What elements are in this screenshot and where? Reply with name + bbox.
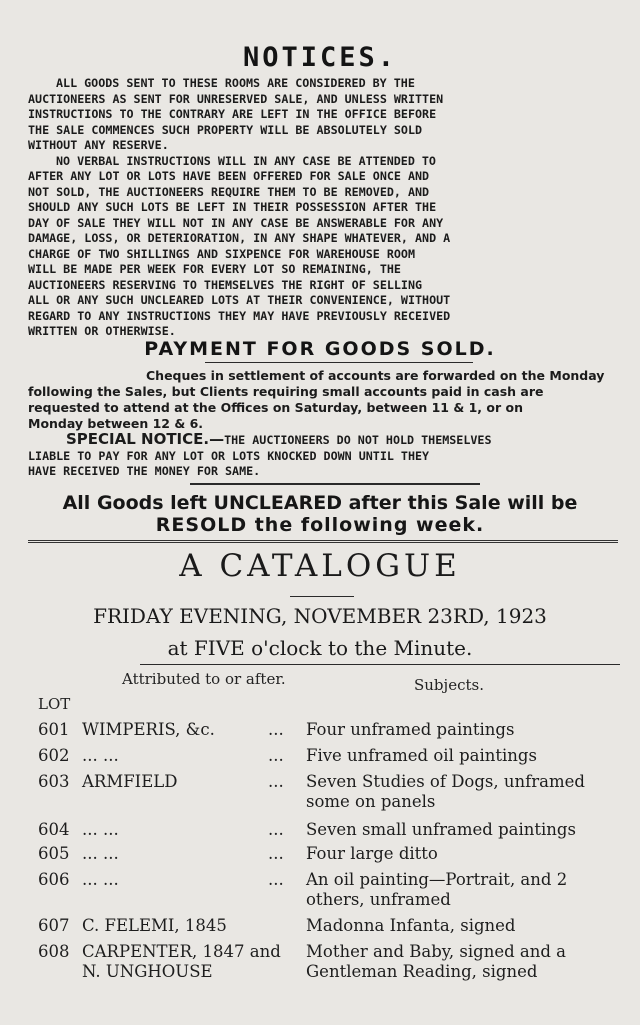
lot-number: 606 [38, 870, 70, 889]
lot-artist: ARMFIELD [82, 772, 178, 791]
lot-subject: An oil painting—Portrait, and 2 others, unframed [306, 870, 568, 909]
conditions-line: AUCTIONEERS AS SENT FOR UNRESERVED SALE, AND UNLESS WRITTEN [28, 91, 444, 106]
conditions-line: WRITTEN OR OTHERWISE. [28, 324, 176, 338]
lot-subject: Seven small unframed paintings [306, 820, 576, 839]
conditions-line: INSTRUCTIONS TO THE CONTRARY ARE LEFT IN THE OFFICE BEFORE [28, 107, 437, 121]
lot-leader: ... [268, 870, 284, 889]
column-header-lot: LOT [38, 695, 71, 713]
special-line: LIABLE TO PAY FOR ANY LOT OR LOTS KNOCKED DOWN UNTIL THEY [28, 448, 430, 463]
lot-number: 602 [38, 746, 70, 765]
lot-number: 605 [38, 844, 70, 863]
special-line: THE AUCTIONEERS DO NOT HOLD THEMSELVES [224, 433, 492, 447]
conditions-line: AUCTIONEERS RESERVING TO THEMSELVES THE RIGHT OF SELLING [28, 277, 423, 292]
conditions-line: NOT SOLD, THE AUCTIONEERS REQUIRE THEM TO BE REMOVED, AND [28, 184, 430, 199]
sale-date: FRIDAY EVENING, NOVEMBER 23RD, 1923 [93, 604, 547, 628]
conditions-line: REGARD TO ANY INSTRUCTIONS THEY MAY HAVE PREVIOUSLY RECEIVED [28, 308, 451, 323]
special-line: HAVE RECEIVED THE MONEY FOR SAME. [28, 464, 261, 478]
conditions-line: SHOULD ANY SUCH LOTS BE LEFT IN THEIR POSSESSION AFTER THE [28, 200, 437, 214]
conditions-text [28, 76, 618, 340]
payment-line: Monday between 12 & 6. [28, 416, 204, 431]
conditions-line: CHARGE OF TWO SHILLINGS AND SIXPENCE FOR WAREHOUSE ROOM [28, 246, 416, 261]
uncleared-line-1: All Goods left UNCLEARED after this Sale will be [62, 492, 578, 514]
lot-subject: Mother and Baby, signed and a Gentleman Reading, signed [306, 942, 567, 981]
lot-subject: Seven Studies of Dogs, unframed some on panels [306, 772, 585, 811]
payment-underline [205, 362, 473, 363]
lot-artist: C. FELEMI, 1845 [82, 916, 227, 935]
lot-number: 604 [38, 820, 70, 839]
payment-heading: PAYMENT FOR GOODS SOLD. [144, 338, 496, 360]
divider [190, 483, 480, 485]
uncleared-line-2: RESOLD the following week. [155, 514, 485, 536]
lot-leader: ... [268, 746, 284, 765]
conditions-line: ALL OR ANY SUCH UNCLEARED LOTS AT THEIR CONVENIENCE, WITHOUT [28, 293, 451, 307]
conditions-line: AFTER ANY LOT OR LOTS HAVE BEEN OFFERED FOR SALE ONCE AND [28, 169, 430, 183]
conditions-line: THE SALE COMMENCES SUCH PROPERTY WILL BE ABSOLUTELY SOLD [28, 122, 423, 137]
lot-subject: Madonna Infanta, signed [306, 916, 516, 935]
special-notice-lead: SPECIAL NOTICE.— [66, 430, 225, 448]
conditions-line: NO VERBAL INSTRUCTIONS WILL IN ANY CASE BE ATTENDED TO [56, 153, 436, 168]
lot-artist: ... ... [82, 844, 119, 863]
lot-subject: Four unframed paintings [306, 720, 515, 739]
lot-leader: ... [268, 720, 284, 739]
lot-artist: WIMPERIS, &c. [82, 720, 215, 739]
special-notice [28, 432, 618, 480]
column-header-subjects: Subjects. [414, 676, 484, 694]
lot-leader: ... [268, 772, 284, 791]
lot-artist: ... ... [82, 870, 119, 889]
lot-artist: ... ... [82, 746, 119, 765]
column-header-attributed: Attributed to or after. [122, 670, 286, 688]
lot-leader: ... [268, 820, 284, 839]
divider [290, 596, 354, 597]
payment-line: requested to attend at the Offices on Saturday, between 11 & 1, or on [28, 400, 523, 415]
lot-artist: CARPENTER, 1847 and N. UNGHOUSE [82, 942, 281, 981]
divider [140, 664, 620, 665]
divider [28, 540, 618, 543]
lot-number: 603 [38, 772, 70, 791]
lot-subject: Five unframed oil paintings [306, 746, 537, 765]
lot-number: 601 [38, 720, 70, 739]
lot-subject: Four large ditto [306, 844, 438, 863]
lot-leader: ... [268, 844, 284, 863]
payment-text [28, 368, 618, 432]
conditions-line: WITHOUT ANY RESERVE. [28, 138, 169, 152]
lot-artist: ... ... [82, 820, 119, 839]
catalogue-title: A CATALOGUE [179, 548, 461, 584]
conditions-line: ALL GOODS SENT TO THESE ROOMS ARE CONSIDERED BY THE [56, 76, 415, 90]
payment-line: Cheques in settlement of accounts are forwarded on the Monday [146, 368, 605, 383]
sale-time: at FIVE o'clock to the Minute. [167, 636, 473, 660]
payment-line: following the Sales, but Clients requiring small accounts paid in cash are [28, 384, 544, 399]
conditions-line: DAMAGE, LOSS, OR DETERIORATION, IN ANY SHAPE WHATEVER, AND A [28, 231, 451, 245]
conditions-line: WILL BE MADE PER WEEK FOR EVERY LOT SO REMAINING, THE [28, 262, 401, 276]
lot-number: 608 [38, 942, 70, 961]
conditions-line: DAY OF SALE THEY WILL NOT IN ANY CASE BE ANSWERABLE FOR ANY [28, 215, 444, 230]
notices-title: NOTICES. [242, 42, 398, 73]
lot-number: 607 [38, 916, 70, 935]
